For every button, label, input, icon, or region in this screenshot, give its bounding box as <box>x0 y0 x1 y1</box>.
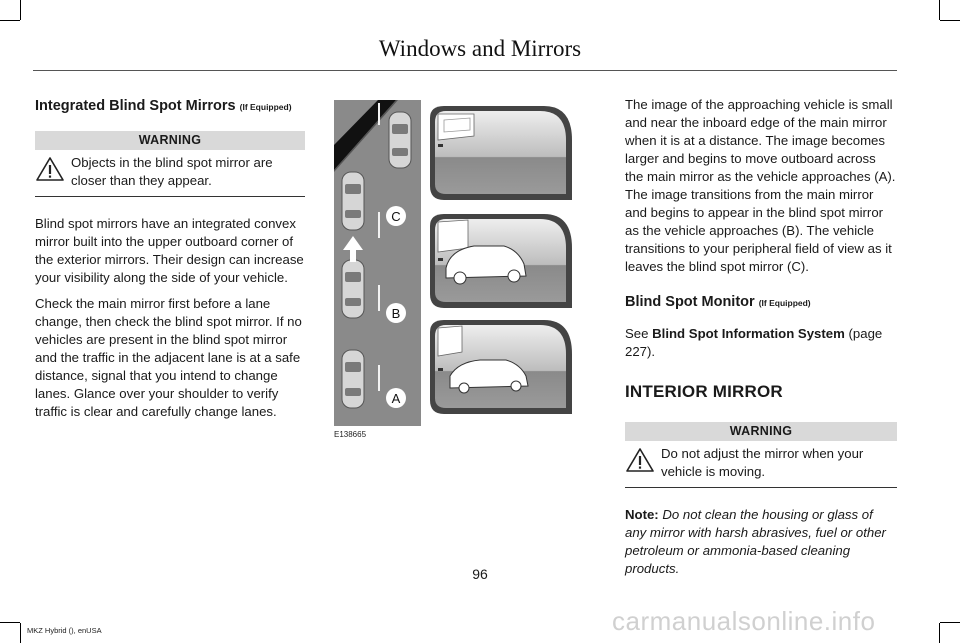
mirror-view-b <box>430 214 572 308</box>
section-heading-note: (If Equipped) <box>758 298 811 308</box>
warning-triangle-icon <box>625 447 659 478</box>
label-b: B <box>391 306 401 321</box>
watermark: carmanualsonline.info <box>612 606 876 636</box>
note-label: Note: <box>625 507 659 522</box>
blind-spot-illustration <box>334 100 572 426</box>
label-c-marker <box>386 206 406 226</box>
title-divider <box>33 70 897 71</box>
paragraph: Blind spot mirrors have an integrated convex mirror built into the upper outboard corner of the exterior mirrors. Their design can increase your visibility along the side of your vehicle. <box>35 216 304 285</box>
label-a-marker <box>386 388 406 408</box>
left-column <box>35 96 305 429</box>
warning-label: WARNING <box>625 422 897 441</box>
warning-text: Objects in the blind spot mirror are closer than they appear. <box>71 155 273 188</box>
section-heading-text: Blind Spot Monitor <box>625 294 755 310</box>
paragraph <box>625 325 897 361</box>
warning-box <box>625 441 897 488</box>
note-text: Do not clean the housing or glass of any mirror with harsh abrasives, fuel or other petroleum or ammonia-based cleaning products. <box>625 507 886 576</box>
crop-mark <box>939 623 940 643</box>
vehicle-position-a <box>342 350 364 408</box>
crop-mark <box>940 622 960 623</box>
crop-mark <box>0 622 20 623</box>
warning-box <box>35 150 305 197</box>
vehicle-position-c <box>342 172 364 230</box>
right-column <box>625 96 897 586</box>
crop-mark <box>0 20 20 21</box>
own-vehicle <box>389 112 411 168</box>
label-c: C <box>391 209 401 224</box>
see-suffix: (page 227). <box>625 326 883 359</box>
warning-label: WARNING <box>35 131 305 150</box>
page-number: 96 <box>472 566 488 582</box>
paragraph: The image of the approaching vehicle is small and near the inboard edge of the main mirror when it is at a distance. The image becomes larger and begins to move outboard across the main mirror as the vehicle approaches (A). The image transitions from the main mirror and begins to appear in the blind spot mirror as the vehicle approaches (B). The vehicle transitions to your peripheral field of view as it leaves the blind spot mirror (C). <box>625 97 896 274</box>
warning-text: Do not adjust the mirror when your vehicle is moving. <box>661 446 864 479</box>
document-id: MKZ Hybrid (), enUSA <box>27 626 102 635</box>
crop-mark <box>20 623 21 643</box>
section-heading <box>625 292 897 313</box>
page-title: Windows and Mirrors <box>378 36 582 61</box>
section-heading-text: Integrated Blind Spot Mirrors <box>35 98 236 114</box>
section-heading <box>35 96 305 117</box>
crop-mark <box>939 0 940 20</box>
section-heading-note: (If Equipped) <box>239 102 292 112</box>
mirror-view-c <box>430 106 572 200</box>
vehicle-position-b <box>342 260 364 318</box>
crop-mark <box>20 0 21 20</box>
label-a: A <box>391 391 401 406</box>
see-prefix: See <box>625 326 649 341</box>
crop-mark <box>940 20 960 21</box>
paragraph: Check the main mirror first before a lane change, then check the blind spot mirror. If no vehicles are present in the blind spot mirror and the traffic in the adjacent lane is at a safe distance, signal that you intend to change lanes. Glance over your shoulder to verify traffic is clear and carefully change lanes. <box>35 296 302 419</box>
figure-code: E138665 <box>334 430 367 439</box>
chapter-heading: INTERIOR MIRROR <box>625 382 783 401</box>
mirror-view-a <box>430 320 572 414</box>
label-b-marker <box>386 303 406 323</box>
cross-reference-link[interactable]: Blind Spot Information System <box>652 326 845 341</box>
warning-triangle-icon <box>35 156 69 187</box>
